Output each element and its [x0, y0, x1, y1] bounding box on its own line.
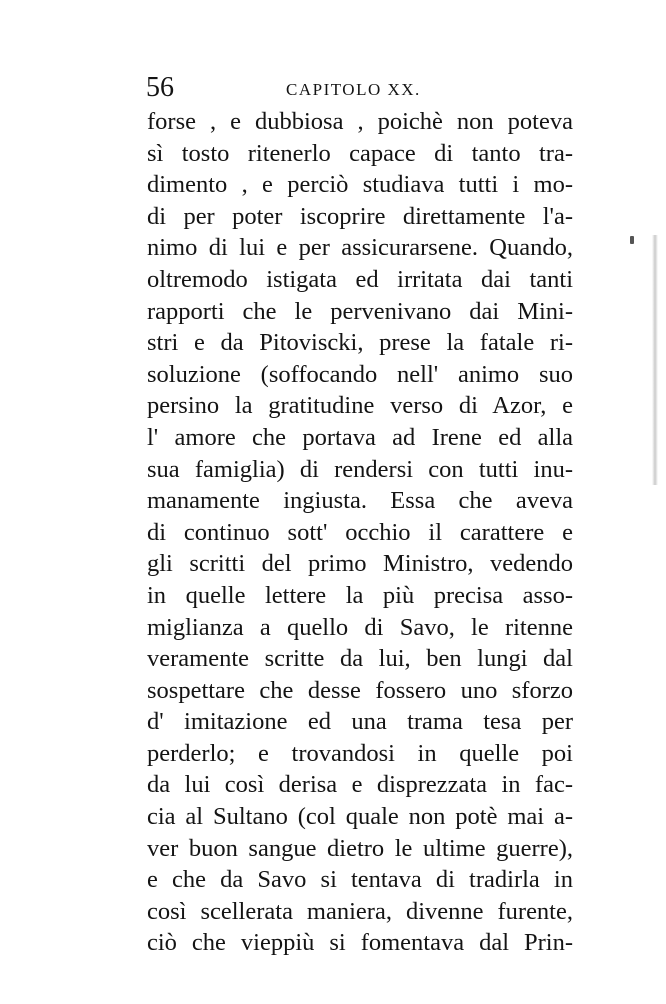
text-line: ciò che vieppiù si fomentava dal Prin- — [147, 929, 573, 957]
text-line: perderlo; e trovandosi in quelle poi — [147, 739, 573, 767]
text-line: sua famiglia) di rendersi con tutti inu- — [147, 455, 573, 483]
text-line: cia al Sultano (col quale non potè mai a- — [147, 803, 573, 831]
text-line: dimento , e perciò studiava tutti i mo- — [147, 171, 573, 199]
text-line: persino la gratitudine verso di Azor, e — [147, 392, 573, 420]
text-line: manamente ingiusta. Essa che aveva — [147, 487, 573, 515]
text-line: l' amore che portava ad Irene ed alla — [147, 423, 573, 451]
text-line: gli scritti del primo Ministro, vedendo — [147, 550, 573, 578]
text-line: oltremodo istigata ed irritata dai tanti — [147, 265, 573, 293]
text-line: ver buon sangue dietro le ultime guerre), — [147, 834, 573, 862]
text-line: forse , e dubbiosa , poichè non poteva — [147, 108, 573, 135]
text-line: di per poter iscoprire direttamente l'a- — [147, 202, 573, 230]
margin-speck — [630, 236, 634, 244]
text-line: da lui così derisa e disprezzata in fac- — [147, 771, 573, 799]
text-line: nimo di lui e per assicurarsene. Quando, — [147, 234, 573, 262]
text-line: e che da Savo si tentava di tradirla in — [147, 866, 573, 894]
running-head: CAPITOLO XX. — [286, 80, 421, 99]
text-line: sospettare che desse fossero uno sforzo — [147, 676, 573, 704]
text-line: sì tosto ritenerlo capace di tanto tra- — [147, 139, 573, 167]
page-header — [146, 70, 576, 106]
page-edge-shadow — [652, 235, 658, 485]
text-line: rapporti che le pervenivano dai Mini- — [147, 297, 573, 325]
text-line: stri e da Pitoviscki, prese la fatale ri- — [147, 329, 573, 357]
text-line: in quelle lettere la più precisa asso- — [147, 581, 573, 609]
body-text — [147, 106, 573, 959]
text-line: così scellerata maniera, divenne furente, — [147, 897, 573, 925]
page-number: 56 — [146, 72, 174, 103]
text-line: soluzione (soffocando nell' animo suo — [147, 360, 573, 388]
text-line: miglianza a quello di Savo, le ritenne — [147, 613, 573, 641]
text-line: veramente scritte da lui, ben lungi dal — [147, 645, 573, 673]
text-line: di continuo sott' occhio il carattere e — [147, 518, 573, 546]
text-line: d' imitazione ed una trama tesa per — [147, 708, 573, 736]
